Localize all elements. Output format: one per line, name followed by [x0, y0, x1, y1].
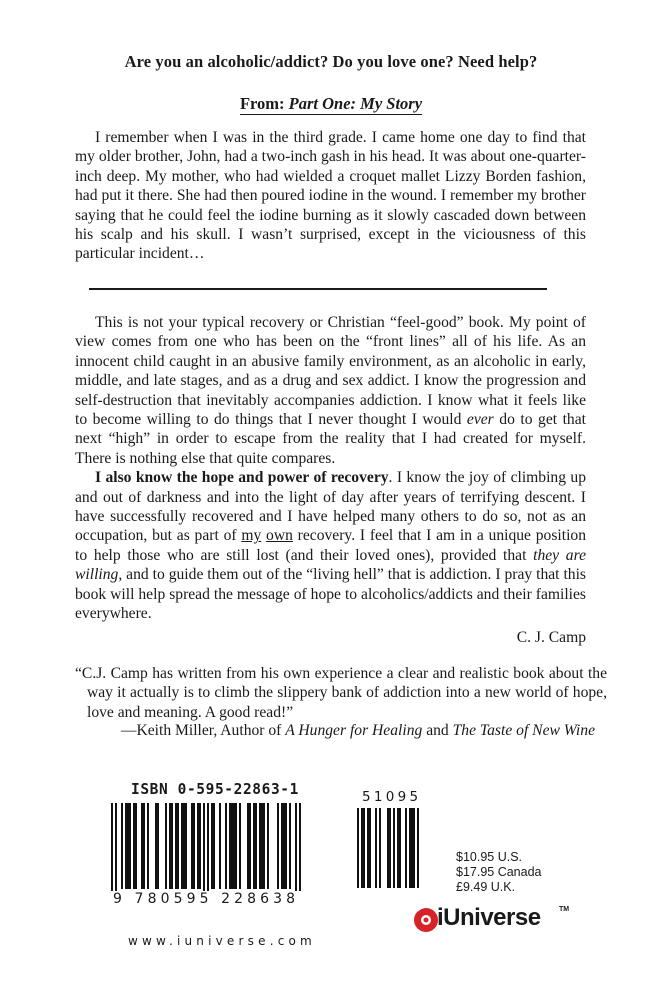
- attribution-and: and: [422, 722, 453, 739]
- ean-digits: 9 780595 228638: [113, 891, 300, 907]
- author-signature: C. J. Camp: [516, 629, 586, 646]
- barcode-bar: [191, 803, 195, 889]
- blurb-p1-emphasis: ever: [466, 411, 494, 429]
- barcode-bar: [175, 803, 179, 889]
- barcode-bar: [111, 803, 113, 897]
- blurb-p2-underline-my: my: [241, 527, 262, 545]
- barcode-bar: [253, 803, 257, 889]
- blurb-paragraph-2: [75, 468, 586, 623]
- price-code-digits: 51095: [362, 789, 422, 805]
- attribution-prefix: —Keith Miller, Author of: [120, 722, 286, 739]
- barcode-bar: [147, 803, 149, 889]
- barcode-bar: [277, 803, 279, 889]
- barcode-bar: [181, 803, 187, 889]
- barcode-bar: [295, 803, 297, 897]
- barcode-bar: [387, 808, 391, 888]
- barcode-bar: [299, 803, 301, 897]
- price-us: $10.95 U.S.: [456, 850, 523, 864]
- barcode-bar: [393, 808, 395, 888]
- barcode-bar: [121, 803, 123, 889]
- blurb-p1-text-b: do to get that next “high” in order to escape from the reality that I had created for myself. There is nothing else that quite compares.: [75, 411, 586, 467]
- addon-barcode: [357, 808, 419, 894]
- iuniverse-swirl-icon: [414, 907, 438, 932]
- barcode-bar: [133, 803, 137, 889]
- blurb-p2-text-a: . I know the joy of climbing up and out of darkness and into the light of day after years of terrifying descent. I have successfully recovered and I have helped many others to do so, not as an occupation, but as part of: [75, 469, 586, 545]
- barcode-bar: [219, 803, 221, 889]
- barcode-bar: [289, 803, 291, 889]
- barcode-bar: [417, 808, 419, 888]
- blurb-paragraph-1: [75, 313, 586, 468]
- blurb-p2-underline-own: own: [266, 527, 293, 545]
- barcode-bar: [361, 808, 365, 888]
- blurb: [75, 313, 586, 624]
- barcode-bar: [115, 803, 117, 897]
- barcode-bar: [207, 803, 209, 897]
- barcode-bar: [267, 803, 269, 889]
- barcode-bar: [169, 803, 173, 889]
- barcode-bar: [203, 803, 205, 897]
- barcode-bar: [357, 808, 359, 888]
- blurb-p1-text-a: This is not your typical recovery or Christian “feel-good” book. My point of view comes from one who has been on the “front lines” all of his life. As an innocent child caught in an abusive family environment, as an alcoholic in early, middle, and late stages, and as a drug and sex addict. I know the progression and self-destruction that inevitably accompanies addiction. I know what it feels like to become willing to do things that I never thought I would: [75, 314, 586, 429]
- barcode-bar: [409, 808, 415, 888]
- barcode-bar: [211, 803, 215, 889]
- endorsement-attribution: [75, 722, 595, 740]
- source-underline: [240, 94, 422, 115]
- barcode-bar: [125, 803, 131, 889]
- blurb-p2-emphasis: they are willing: [75, 546, 586, 584]
- from-label: From:: [239, 94, 285, 113]
- price-canada: $17.95 Canada: [456, 865, 542, 879]
- barcode-bar: [225, 803, 227, 889]
- excerpt-paragraph: I remember when I was in the third grade. I came home one day to find that my older brother, John, had a two-inch gash in his head. It was about one-quarter-inch deep. My mother, who had wielded a croquet mallet Lizzy Borden fashion, had put it there. She had then poured iodine in the wound. I remember my brother saying that he could feel the iodine burning as it slowly cascaded down between his scalp and his skull. I wasn’t surprised, except in the viciousness of this particular incident…: [75, 129, 586, 263]
- barcode-bar: [379, 808, 381, 888]
- barcode-bar: [141, 803, 145, 889]
- barcode-bar: [375, 808, 377, 888]
- ean-barcode: [111, 803, 347, 903]
- barcode-bar: [367, 808, 371, 888]
- barcode-bar: [247, 803, 251, 889]
- price-list: [456, 850, 542, 895]
- barcode-bar: [259, 803, 265, 889]
- source-line: [0, 94, 662, 114]
- headline: Are you an alcoholic/addict? Do you love one? Need help?: [124, 52, 538, 71]
- price-uk: £9.49 U.K.: [456, 880, 516, 894]
- barcode-bar: [229, 803, 237, 889]
- barcode-bar: [197, 803, 201, 889]
- barcode-bar: [165, 803, 167, 889]
- barcode-bar: [405, 808, 407, 888]
- publisher-name: iUniverse: [437, 904, 541, 931]
- trademark-mark: TM: [559, 906, 570, 913]
- source-title: Part One: My Story: [288, 94, 423, 113]
- barcode-bar: [281, 803, 287, 889]
- book-title-1: A Hunger for Healing: [285, 722, 423, 739]
- endorsement-quote: “C.J. Camp has written from his own experience a clear and realistic book about the way it actually is to climb the slippery bank of addiction into a new world of hope, love and meaning. A good read!”: [75, 665, 607, 721]
- publisher-website: www.iuniverse.com: [128, 934, 316, 948]
- book-title-2: The Taste of New Wine: [452, 722, 595, 739]
- blurb-p2-text-c: , and to guide them out of the “living hell” that is addiction. I pray that this book will help spread the message of hope to alcoholics/addicts and their families everywhere.: [75, 566, 586, 623]
- barcode-bar: [397, 808, 401, 888]
- divider-rule: [89, 288, 547, 290]
- blurb-p2-bold: I also know the hope and power of recovery: [95, 469, 389, 487]
- blurb-p2-text-b: recovery. I feel that I am in a unique position to help those who are still lost (and their loved ones), provided that: [75, 527, 586, 564]
- isbn-label: ISBN 0-595-22863-1: [131, 781, 299, 799]
- barcode-bar: [239, 803, 241, 889]
- barcode-bar: [155, 803, 159, 889]
